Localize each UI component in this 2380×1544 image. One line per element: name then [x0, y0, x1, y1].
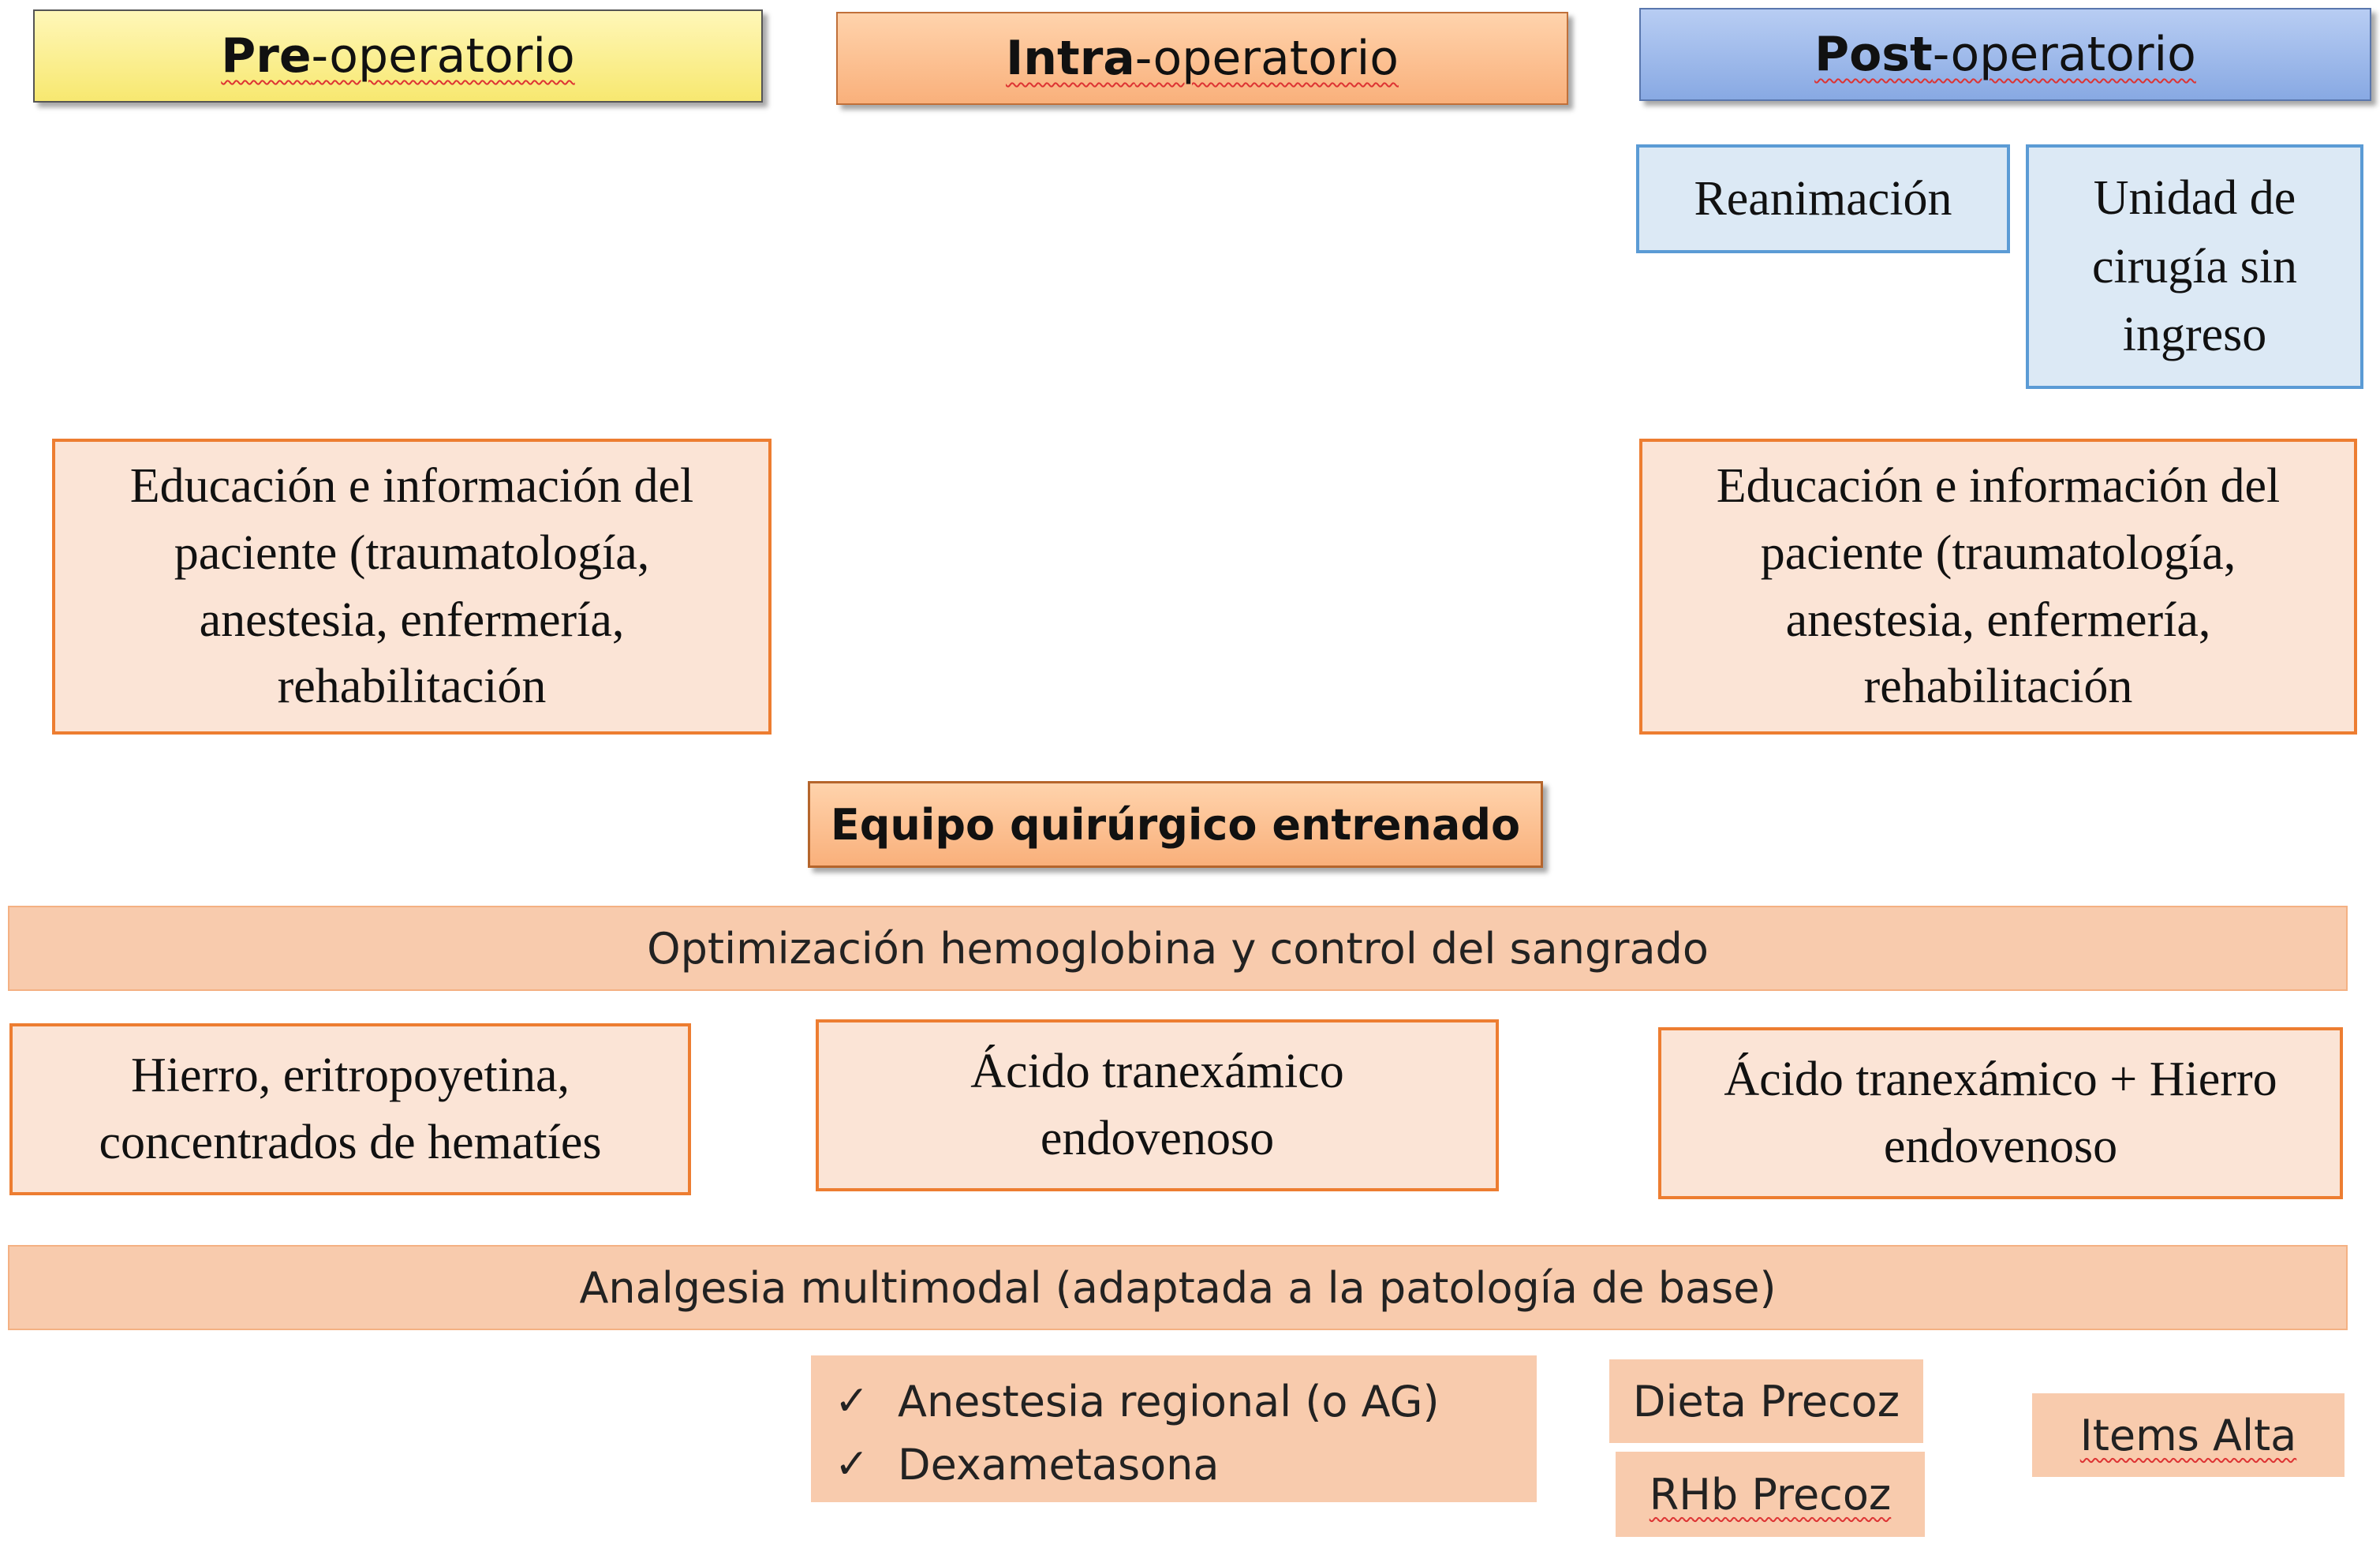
phase-header-intra: [836, 12, 1568, 105]
education-post-line-3: anestesia, enfermería,: [1785, 593, 2211, 647]
dieta-precoz-label: Dieta Precoz: [1632, 1376, 1900, 1426]
checklist-item: [835, 1370, 1440, 1433]
phase-header-post: [1639, 8, 2371, 101]
rhb-precoz-box: [1616, 1452, 1925, 1537]
education-post-line-2: paciente (traumatología,: [1760, 525, 2236, 580]
education-pre-line-4: rehabilitación: [277, 660, 547, 714]
reanimacion-box: [1636, 144, 2010, 253]
education-pre-line-1: Educación e información del: [129, 458, 694, 513]
ucsi-box: [2026, 144, 2363, 389]
analgesia-label: Analgesia multimodal (adaptada a la patología de base): [579, 1262, 1777, 1313]
intra-checklist: [835, 1370, 1440, 1496]
checklist-item-label: Dexametasona: [898, 1439, 1220, 1490]
phase-pre-bold: Pre: [221, 28, 312, 84]
dieta-precoz-box: [1609, 1359, 1923, 1443]
items-alta-box: [2032, 1393, 2345, 1477]
hemo-intra-line-1: Ácido tranexámico: [970, 1045, 1344, 1099]
hemo-item-post: [1658, 1027, 2343, 1199]
hemoglobina-band: [8, 906, 2348, 991]
checkmark-icon: ✓: [835, 1378, 869, 1425]
education-post-line-1: Educación e información del: [1716, 458, 2281, 513]
hemoglobina-label: Optimización hemoglobina y control del sangrado: [647, 923, 1709, 974]
equipo-label: Equipo quirúrgico entrenado: [830, 799, 1521, 850]
items-alta-label: Items Alta: [2079, 1410, 2297, 1460]
hemo-item-pre: [9, 1023, 691, 1195]
hemo-pre-line-1: Hierro, eritropoyetina,: [130, 1049, 570, 1103]
checkmark-icon: ✓: [835, 1441, 869, 1488]
ucsi-line-2: cirugía sin: [2092, 239, 2297, 293]
hemo-post-line-1: Ácido tranexámico + Hierro: [1724, 1052, 2277, 1107]
education-pre-line-2: paciente (traumatología,: [174, 525, 650, 580]
hemo-post-line-2: endovenoso: [1883, 1120, 2118, 1173]
ucsi-line-1: Unidad de: [2093, 170, 2296, 225]
intra-checklist-box: [811, 1355, 1537, 1502]
hemo-pre-line-2: concentrados de hematíes: [99, 1116, 602, 1169]
education-box-pre: [52, 439, 772, 735]
phase-post-bold: Post: [1814, 27, 1933, 82]
phase-intra-rest: -operatorio: [1134, 31, 1399, 86]
rhb-precoz-label: RHb Precoz: [1649, 1469, 1892, 1520]
checklist-item: [835, 1433, 1440, 1496]
education-box-post: [1639, 439, 2357, 735]
phase-intra-bold: Intra: [1005, 31, 1135, 86]
reanimacion-label: Reanimación: [1694, 171, 1952, 226]
hemo-intra-line-2: endovenoso: [1040, 1112, 1275, 1165]
education-post-line-4: rehabilitación: [1863, 660, 2133, 714]
ucsi-line-3: ingreso: [2122, 308, 2267, 362]
analgesia-band: [8, 1245, 2348, 1330]
phase-post-rest: -operatorio: [1932, 27, 2196, 82]
equipo-quirurgico-box: [808, 781, 1543, 868]
education-pre-line-3: anestesia, enfermería,: [199, 593, 625, 647]
phase-pre-rest: -operatorio: [311, 28, 575, 84]
phase-header-pre: [33, 9, 763, 103]
checklist-item-label: Anestesia regional (o AG): [898, 1376, 1440, 1426]
hemo-item-intra: [816, 1019, 1499, 1191]
